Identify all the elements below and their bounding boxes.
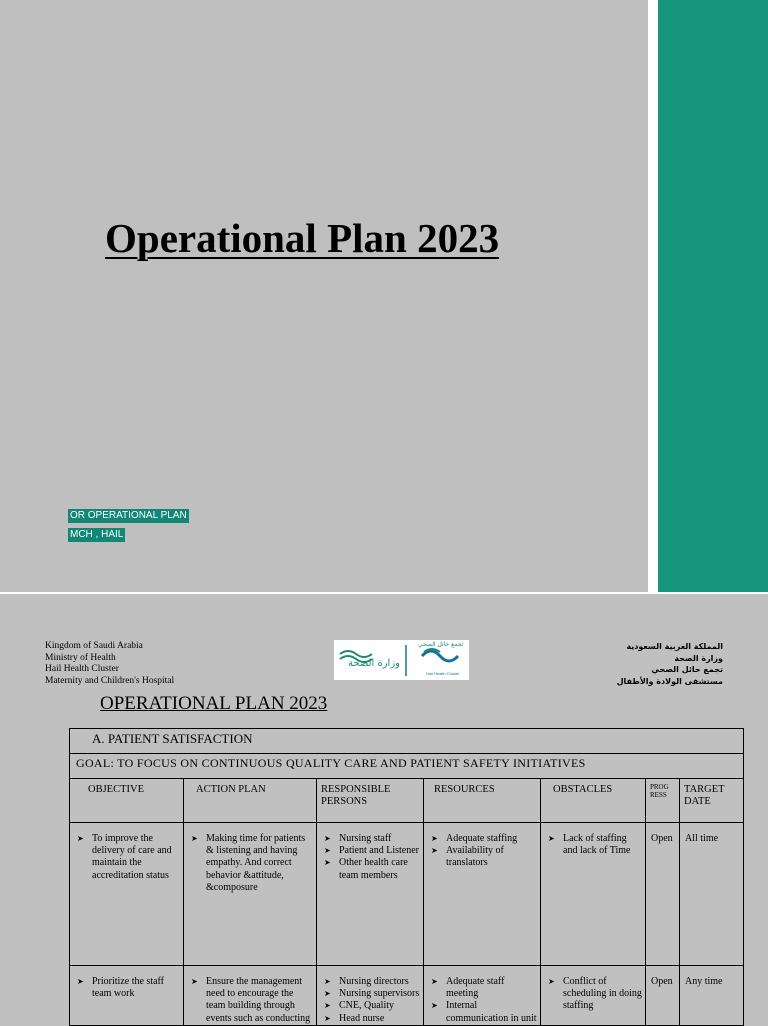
list-item: ➤ Internal communication in unit <box>446 1000 538 1024</box>
objective-cell <box>70 966 184 1026</box>
list-item: ➤ Nursing supervisors <box>339 988 421 1000</box>
list-item: ➤ Making time for patients & listening and having empathy. And correct behavior &attitude, &composure <box>206 833 314 894</box>
list-item: ➤ Adequate staffing <box>446 833 538 845</box>
list-item: ➤ Patient and Listener <box>339 845 421 857</box>
header-right-line: مستشفى الولادة والأطفال <box>616 676 723 686</box>
logo-moh-text: وزارة الصحة <box>348 658 400 669</box>
header-right-line: تجمع حائل الصحي <box>651 665 723 674</box>
col-header-objective: OBJECTIVE <box>70 779 184 823</box>
header-right-line: وزارة الصحة <box>674 653 723 663</box>
col-header-target: TARGET DATE <box>680 779 744 823</box>
list-item: ➤ Availability of translators <box>446 845 538 869</box>
col-header-resources: RESOURCES <box>424 779 541 823</box>
list-item: ➤ Lack of staffing and lack of Time <box>563 833 643 857</box>
list-item: ➤ To improve the delivery of care and maintain the accreditation status <box>92 833 181 882</box>
target-cell: Any time <box>680 966 744 1026</box>
list-item: ➤ Head nurse <box>339 1013 421 1025</box>
action-cell <box>184 966 317 1026</box>
list-item: ➤ Prioritize the staff team work <box>92 976 181 1000</box>
target-cell: All time <box>680 823 744 966</box>
action-cell <box>184 823 317 966</box>
list-item: ➤ Other health care team members <box>339 857 421 881</box>
plan-page <box>0 594 768 1024</box>
goal-statement: GOAL: TO FOCUS ON CONTINUOUS QUALITY CARE AND PATIENT SAFETY INITIATIVES <box>70 754 744 779</box>
resources-cell <box>424 966 541 1026</box>
cover-tag-hospital: MCH , HAIL <box>70 529 124 540</box>
progress-cell: Open <box>646 823 680 966</box>
list-item: ➤ Adequate staff meeting <box>446 976 538 1000</box>
moh-logo <box>334 640 469 680</box>
list-item: ➤ Ensure the management need to encourage the team building through events such as conducting <box>206 976 314 1025</box>
list-item: ➤ Nursing staff <box>339 833 421 845</box>
logo-cluster-en: Hail Health Cluster <box>426 671 460 676</box>
col-header-obstacles: OBSTACLES <box>541 779 646 823</box>
header-right-line: المملكة العربية السعودية <box>626 642 723 651</box>
header-left-line: Hail Health Cluster <box>45 664 119 674</box>
section-heading: A. PATIENT SATISFACTION <box>70 729 744 754</box>
persons-cell <box>317 966 424 1026</box>
col-header-action: ACTION PLAN <box>184 779 317 823</box>
cover-title: Operational Plan 2023 <box>105 215 500 261</box>
header-left-line: Maternity and Children's Hospital <box>45 675 175 686</box>
header-left-line: Kingdom of Saudi Arabia <box>45 641 143 651</box>
obstacles-cell <box>541 823 646 966</box>
resources-cell <box>424 823 541 966</box>
table-row <box>70 823 744 966</box>
logo-cluster-text: تجمع حائل الصحي <box>418 641 464 648</box>
list-item: ➤ Nursing directors <box>339 976 421 988</box>
plan-title: OPERATIONAL PLAN 2023 <box>100 693 328 714</box>
header-left-line: Ministry of Health <box>45 652 116 663</box>
table-row <box>70 966 744 1026</box>
persons-cell <box>317 823 424 966</box>
header-right <box>617 641 723 687</box>
obstacles-cell <box>541 966 646 1026</box>
cover-stripe-white <box>648 0 658 592</box>
list-item: ➤ CNE, Quality <box>339 1000 421 1012</box>
col-header-persons: RESPONSIBLE PERSONS <box>317 779 424 823</box>
plan-table <box>69 728 744 1026</box>
cover-stripe-green <box>658 0 768 592</box>
progress-cell: Open <box>646 966 680 1026</box>
list-item: ➤ Conflict of scheduling in doing staffing <box>563 976 643 1013</box>
cover-tag-plan: OR OPERATIONAL PLAN <box>70 510 187 521</box>
col-header-progress: PROG RESS <box>646 779 680 823</box>
header-left <box>45 641 174 687</box>
objective-cell <box>70 823 184 966</box>
